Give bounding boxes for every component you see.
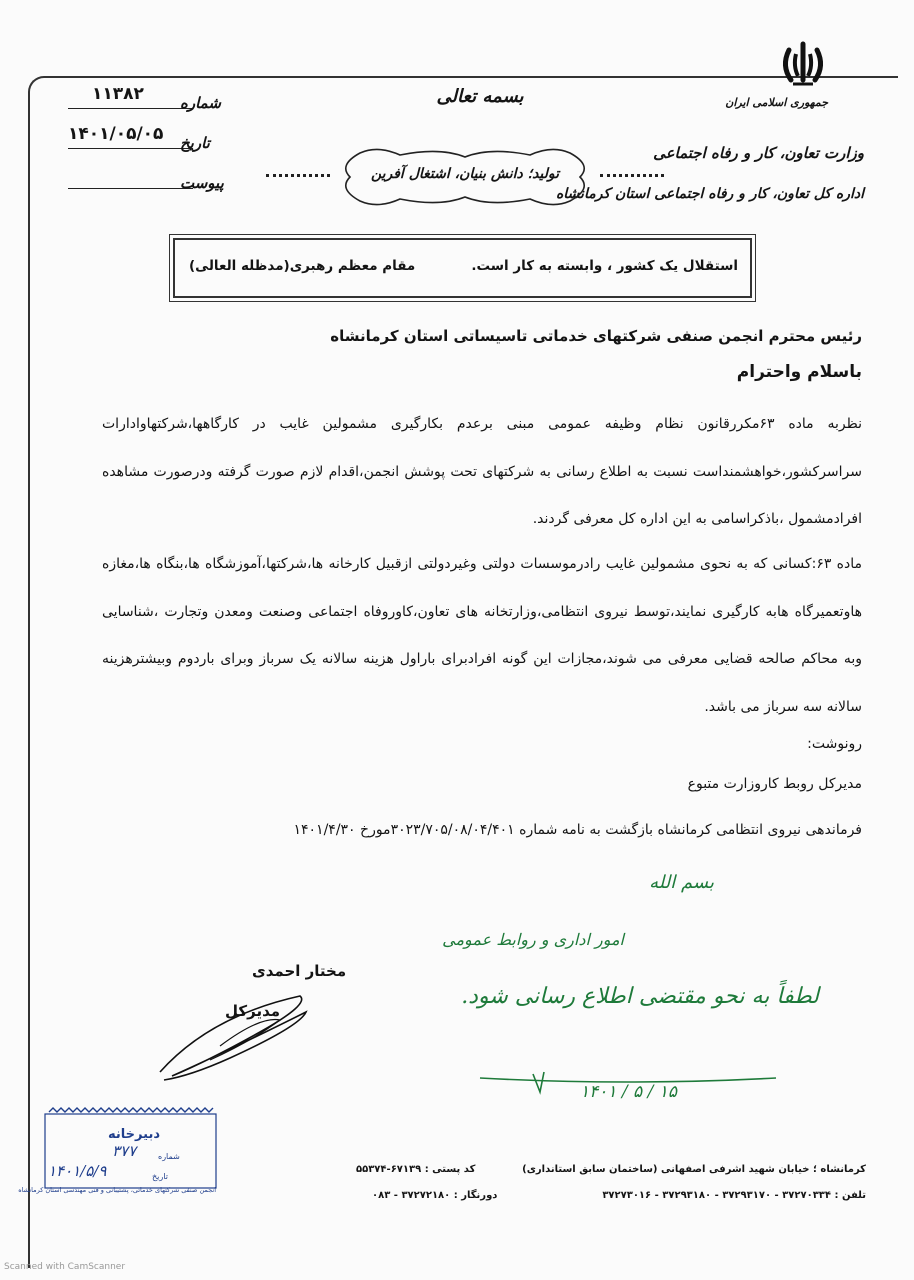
slogan: تولید؛ دانش بنیان، اشتغال آفرین [370, 166, 560, 182]
scanner-watermark: Scanned with CamScanner [4, 1262, 126, 1272]
footer-fax: دورنگار : ۳۷۲۷۲۱۸۰ - ۰۸۳ [372, 1190, 498, 1201]
attachment-line [68, 188, 193, 189]
signature-scribble [150, 976, 320, 1086]
paragraph-2: ماده ۶۳:کسانی که به نحوی مشمولین غایب رادرموسسات دولتی وغیردولتی ازقبیل کارخانه ها،شرکتها،آموزشگاه ها،بنگاه ها،مغازه هاوتعمیرگاه هابه کارگیری نمایند،توسط نیروی انتظامی،وزارتخانه های تعاون،کاوروفاه اجتماعی وصنعت ومعدن وتجارت ،شناسایی وبه محاکم صالحه قضایی معرفی می شوند،مجازات این گونه افرادبرای باراول هزینه سالانه یک سرباز وبرای باردوم وبیشترهزینه سالانه سه سرباز می باشد. [102, 556, 862, 715]
stamp-number: ۳۷۷ [112, 1142, 137, 1160]
stamp-title: دبیرخانه [108, 1127, 160, 1142]
quote-author: مقام معظم رهبری(مدظله العالی) [189, 258, 416, 274]
slogan-ornament-right [600, 174, 664, 187]
greeting: باسلام واحترام [736, 362, 862, 382]
cc-line-1: مدیرکل روبط کاروزارت متبوع [687, 776, 862, 792]
letter-date-field: ۱۴۰۱/۰۵/۰۵ [68, 120, 198, 150]
org-country: جمهوری اسلامی ایران [725, 96, 828, 109]
footer-address: کرمانشاه ؛ خیابان شهید اشرفی اصفهانی (ساختمان سابق استانداری) [522, 1164, 866, 1175]
stamp-org: انجمن صنفی شرکتهای خدماتی، پشتیبانی و فنی مهندسی استان کرمانشاه [18, 1186, 216, 1194]
signatory-title: مدیرکل [225, 1002, 281, 1020]
cc-label: رونوشت: [807, 736, 862, 752]
handwritten-basmala: بسم الله [649, 872, 714, 893]
signatory-name: مختار احمدی [252, 962, 347, 980]
org-department: اداره کل تعاون، کار و رفاه اجتماعی استان کرمانشاه [555, 186, 864, 202]
org-ministry: وزارت تعاون، کار و رفاه اجتماعی [653, 144, 864, 162]
date-label: تاریخ [180, 134, 210, 152]
quote-text: استقلال یک کشور ، وابسته به کار است. [471, 258, 738, 274]
stamp-date-label: تاریخ [152, 1172, 168, 1181]
handwritten-instruction: لطفاً به نحو مقتضی اطلاع رسانی شود. [461, 984, 819, 1009]
letter-number-field: ۱۱۳۸۲ [68, 80, 198, 110]
basmala: بسمه تعالی [436, 86, 524, 107]
attachment-label: پیوست [180, 174, 224, 192]
handwritten-date: ۱۴۰۱ / ۵ / ۱۵ [580, 1082, 677, 1102]
footer-postal-code: کد پستی : ۶۷۱۳۹-۵۵۳۷۴ [356, 1164, 476, 1175]
cc-line-2: فرماندهی نیروی انتظامی کرمانشاه بازگشت به نامه شماره ۳۰۲۳/۷۰۵/۰۸/۰۴/۴۰۱مورخ ۱۴۰۱/۴/۳۰ [293, 822, 862, 838]
paragraph-1: نظربه ماده ۶۳مکررقانون نظام وظیفه عمومی مبنی برعدم بکارگیری مشمولین غایب در کارگاهها،شرکتهاوادارات سراسرکشور،خواهشمنداست نسبت به اطلاع رسانی به شرکتهای تحت پوشش انجمن،اقدام لازم صورت گرفته ودرصورت مشاهده افرادمشمول ،باذکراسامی به این اداره کل معرفی گردند. [102, 416, 862, 527]
number-label: شماره [180, 94, 221, 112]
stamp-date: ۱۴۰۱/۵/۹ [48, 1162, 107, 1180]
stamp-number-label: شماره [158, 1152, 180, 1161]
footer-phones: تلفن : ۳۷۲۷۰۳۳۴ - ۳۷۲۹۳۱۷۰ - ۳۷۲۹۳۱۸۰ - ۳۷۲۷۳۰۱۶ [602, 1190, 866, 1201]
recipient: رئیس محترم انجمن صنفی شرکتهای خدماتی تاسیساتی استان کرمانشاه [330, 327, 862, 345]
quote-box [173, 238, 752, 298]
slogan-ornament-left [266, 174, 330, 187]
handwritten-addressee: امور اداری و روابط عمومی [442, 930, 624, 949]
